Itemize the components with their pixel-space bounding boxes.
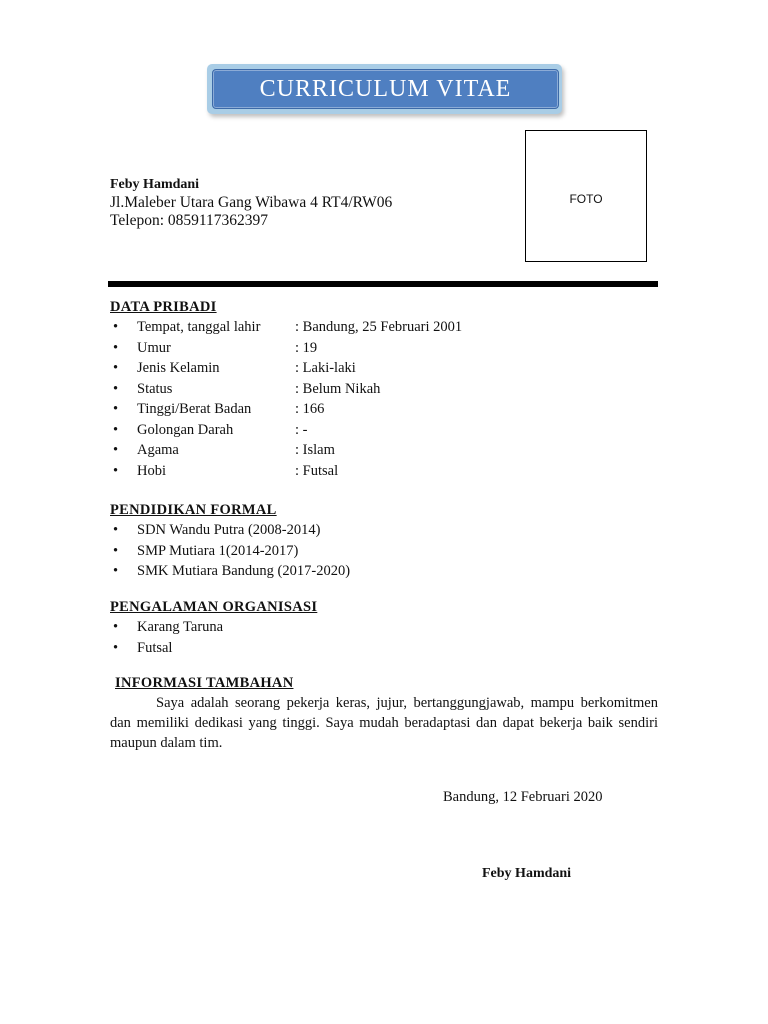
- field-value: : Belum Nikah: [295, 380, 381, 397]
- additional-info-text: Saya adalah seorang pekerja keras, jujur, bertanggungjawab, mampu berkomitmen dan memiliki dedikasi yang tinggi. Saya mudah beradaptasi dan dapat bekerja baik sendiri maupun dalam tim.: [110, 695, 658, 751]
- list-item: [110, 358, 462, 379]
- field-label: Tempat, tanggal lahir: [137, 319, 261, 335]
- section-heading: PENGALAMAN ORGANISASI: [110, 599, 318, 615]
- header-divider: [108, 281, 658, 287]
- section-informasi: [115, 673, 293, 693]
- field-value: : 19: [295, 339, 318, 356]
- field-value: : Laki-laki: [295, 360, 356, 376]
- section-heading: DATA PRIBADI: [110, 299, 217, 315]
- list-item: [110, 379, 462, 400]
- section-heading: PENDIDIKAN FORMAL: [110, 502, 277, 518]
- organization-list: [110, 617, 317, 658]
- list-item: [110, 338, 462, 359]
- education-list: [110, 520, 350, 582]
- list-item: • SDN Wandu Putra (2008-2014): [110, 520, 350, 541]
- field-label: Tinggi/Berat Badan: [137, 401, 252, 417]
- additional-info-paragraph: [110, 693, 658, 753]
- field-label: Jenis Kelamin: [137, 360, 220, 376]
- signature-name: Feby Hamdani: [482, 866, 572, 881]
- personal-data-list: [110, 317, 462, 481]
- field-label: Hobi: [137, 462, 166, 479]
- photo-placeholder: [525, 130, 647, 262]
- section-organisasi: [110, 597, 317, 658]
- page-title: CURRICULUM VITAE: [212, 69, 559, 109]
- list-item: [110, 420, 462, 441]
- field-value: : 166: [295, 401, 325, 417]
- section-pendidikan: [110, 500, 350, 582]
- list-item: [110, 440, 462, 461]
- place-date: Bandung, 12 Februari 2020: [443, 789, 603, 805]
- field-label: Umur: [137, 339, 171, 356]
- list-item: [110, 461, 462, 482]
- field-label: Golongan Darah: [137, 421, 234, 438]
- photo-label: FOTO: [569, 192, 603, 206]
- section-data-pribadi: [110, 297, 462, 481]
- section-heading: INFORMASI TAMBAHAN: [115, 675, 294, 691]
- list-item: • Karang Taruna: [110, 617, 317, 638]
- field-value: : -: [295, 421, 308, 438]
- list-item: • Futsal: [110, 638, 317, 659]
- field-value: : Islam: [295, 442, 335, 458]
- list-item: [110, 317, 462, 338]
- field-value: : Bandung, 25 Februari 2001: [295, 319, 463, 335]
- list-item: • SMK Mutiara Bandung (2017-2020): [110, 561, 350, 582]
- phone: Telepon: 0859117362397: [110, 212, 269, 229]
- title-banner: [207, 64, 562, 114]
- field-label: Status: [137, 380, 173, 397]
- field-label: Agama: [137, 442, 179, 458]
- identity-block: [110, 176, 392, 230]
- list-item: [110, 399, 462, 420]
- applicant-name: Feby Hamdani: [110, 177, 200, 192]
- address: Jl.Maleber Utara Gang Wibawa 4 RT4/RW06: [110, 194, 393, 211]
- list-item: • SMP Mutiara 1(2014-2017): [110, 541, 350, 562]
- field-value: : Futsal: [295, 462, 339, 479]
